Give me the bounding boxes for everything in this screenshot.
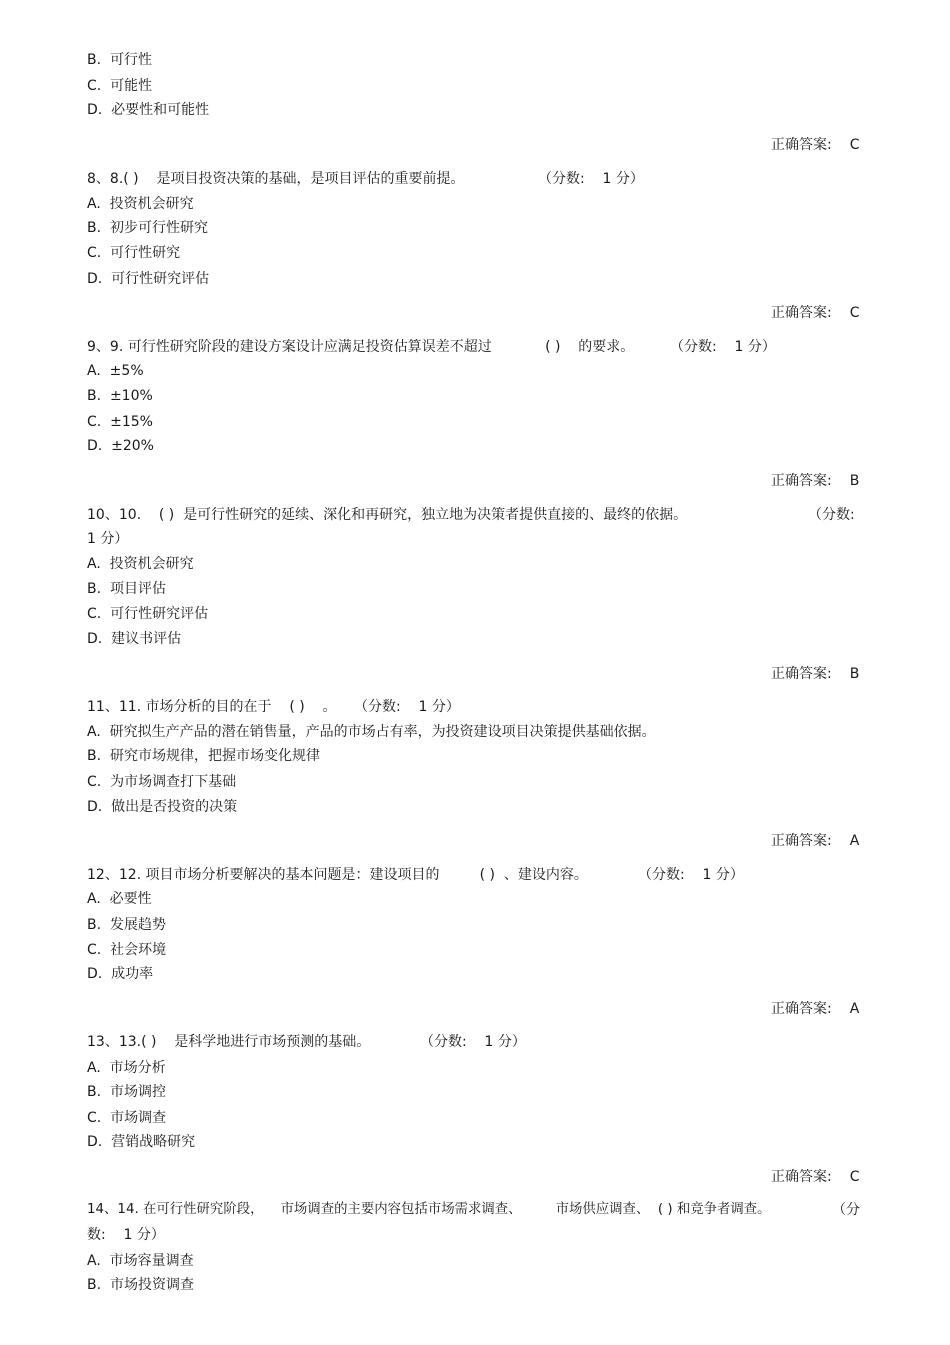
correct-answer: 正确答案: A <box>771 1001 860 1017</box>
question-text: 10、10. ( ) 是可行性研究的延续、深化和再研究，独立地为决策者提供直接的、最终的依据。 <box>87 507 688 523</box>
option-b: B. 研究市场规律，把握市场变化规律 <box>87 748 320 764</box>
correct-answer: 正确答案: B <box>771 473 860 489</box>
question-text: 8、8.( ) 是项目投资决策的基础，是项目评估的重要前提。 <box>87 171 465 187</box>
option-c: C. 可能性 <box>87 78 153 94</box>
option-a: A. ±5% <box>87 363 144 379</box>
option-b: B. 项目评估 <box>87 581 166 597</box>
question-text-continued: 数: 1 分） <box>87 1227 165 1243</box>
option-b: B. 初步可行性研究 <box>87 220 208 236</box>
correct-answer: 正确答案: C <box>771 137 860 153</box>
option-c: C. 市场调查 <box>87 1110 167 1126</box>
question-score: （分 <box>832 1202 860 1218</box>
question-score: （分数: 1 分） <box>670 339 776 355</box>
question-text-continued: 1 分） <box>87 531 129 547</box>
question-score: （分数: 1 分） <box>638 867 744 883</box>
option-c: C. 可行性研究评估 <box>87 606 209 622</box>
option-a: A. 投资机会研究 <box>87 196 194 212</box>
option-d: D. 必要性和可能性 <box>87 102 210 118</box>
question-text: 14、14. 在可行性研究阶段， 市场调查的主要内容包括市场需求调查、 市场供应调查、 ( ) 和竞争者调查。 <box>87 1202 771 1217</box>
option-a: A. 市场分析 <box>87 1060 166 1076</box>
option-a: A. 研究拟生产产品的潜在销售量，产品的市场占有率，为投资建设项目决策提供基础依据。 <box>87 724 656 740</box>
option-d: D. 做出是否投资的决策 <box>87 799 238 815</box>
option-a: A. 投资机会研究 <box>87 556 194 572</box>
option-b: B. ±10% <box>87 388 153 404</box>
option-d: D. ±20% <box>87 438 154 454</box>
option-b: B. 市场投资调查 <box>87 1277 194 1293</box>
question-score: （分数: 1 分） <box>354 699 460 715</box>
question-text: 13、13.( ) 是科学地进行市场预测的基础。 <box>87 1034 371 1050</box>
correct-answer: 正确答案: A <box>771 833 860 849</box>
question-score: （分数: 1 分） <box>538 171 644 187</box>
correct-answer: 正确答案: B <box>771 666 860 682</box>
option-d: D. 建议书评估 <box>87 631 182 647</box>
question-score: （分数: 1 分） <box>420 1034 526 1050</box>
question-text: 11、11. 市场分析的目的在于 ( ) 。 <box>87 699 337 715</box>
correct-answer: 正确答案: C <box>771 1169 860 1185</box>
option-d: D. 可行性研究评估 <box>87 271 210 287</box>
option-c: C. 可行性研究 <box>87 245 181 261</box>
option-c: C. ±15% <box>87 414 153 430</box>
option-a: A. 市场容量调查 <box>87 1253 194 1269</box>
option-d: D. 成功率 <box>87 966 154 982</box>
question-text: 12、12. 项目市场分析要解决的基本问题是：建设项目的 ( ) 、建设内容。 <box>87 867 588 883</box>
option-b: B. 发展趋势 <box>87 917 166 933</box>
option-b: B. 市场调控 <box>87 1084 166 1100</box>
option-a: A. 必要性 <box>87 891 152 907</box>
option-c: C. 社会环境 <box>87 942 167 958</box>
correct-answer: 正确答案: C <box>771 305 860 321</box>
question-text: 9、9. 可行性研究阶段的建设方案设计应满足投资估算误差不超过 ( ) 的要求。 <box>87 339 635 355</box>
option-d: D. 营销战略研究 <box>87 1134 196 1150</box>
option-b: B. 可行性 <box>87 52 152 68</box>
question-score: （分数: <box>808 507 855 523</box>
option-c: C. 为市场调查打下基础 <box>87 774 237 790</box>
